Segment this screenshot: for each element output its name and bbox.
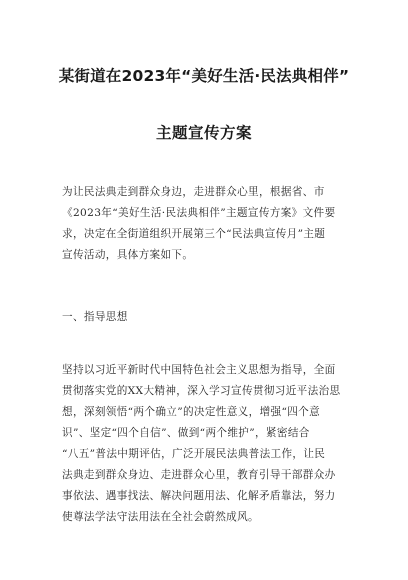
body-line: 识”、坚定“四个自信”、做到“两个维护”，紧密结合: [62, 427, 310, 439]
section-heading-guiding-ideology: 一、指导思想: [62, 311, 128, 323]
body-line: 使尊法学法守法用法在全社会蔚然成风。: [62, 511, 259, 523]
document-title-line-1: 某街道在2023年“美好生活·民法典相伴”: [58, 67, 350, 85]
body-line: 坚持以习近平新时代中国特色社会主义思想为指导，全面: [62, 364, 336, 376]
intro-line: 宣传活动，具体方案如下。: [62, 249, 194, 261]
guiding-ideology-paragraph: [62, 360, 352, 528]
intro-line: 求，决定在全街道组织开展第三个“民法典宣传月”主题: [62, 228, 326, 240]
body-line: 贯彻落实党的XX大精神，深入学习宣传贯彻习近平法治思: [62, 385, 341, 397]
intro-line: 为让民法典走到群众身边，走进群众心里，根据省、市: [62, 186, 325, 198]
body-line: “八五”普法中期评估，广泛开展民法典普法工作，让民: [62, 448, 326, 460]
intro-paragraph: [62, 182, 352, 266]
intro-line: 《2023年“美好生活·民法典相伴”主题宣传方案》文件要: [62, 207, 336, 219]
body-line: 想，深刻领悟“两个确立”的决定性意义，增强“四个意: [62, 406, 321, 418]
body-line: 法典走到群众身边、走进群众心里，教育引导干部群众办: [62, 469, 336, 481]
document-title-line-2: 主题宣传方案: [155, 124, 252, 142]
body-line: 事依法、遇事找法、解决问题用法、化解矛盾靠法，努力: [62, 490, 336, 502]
